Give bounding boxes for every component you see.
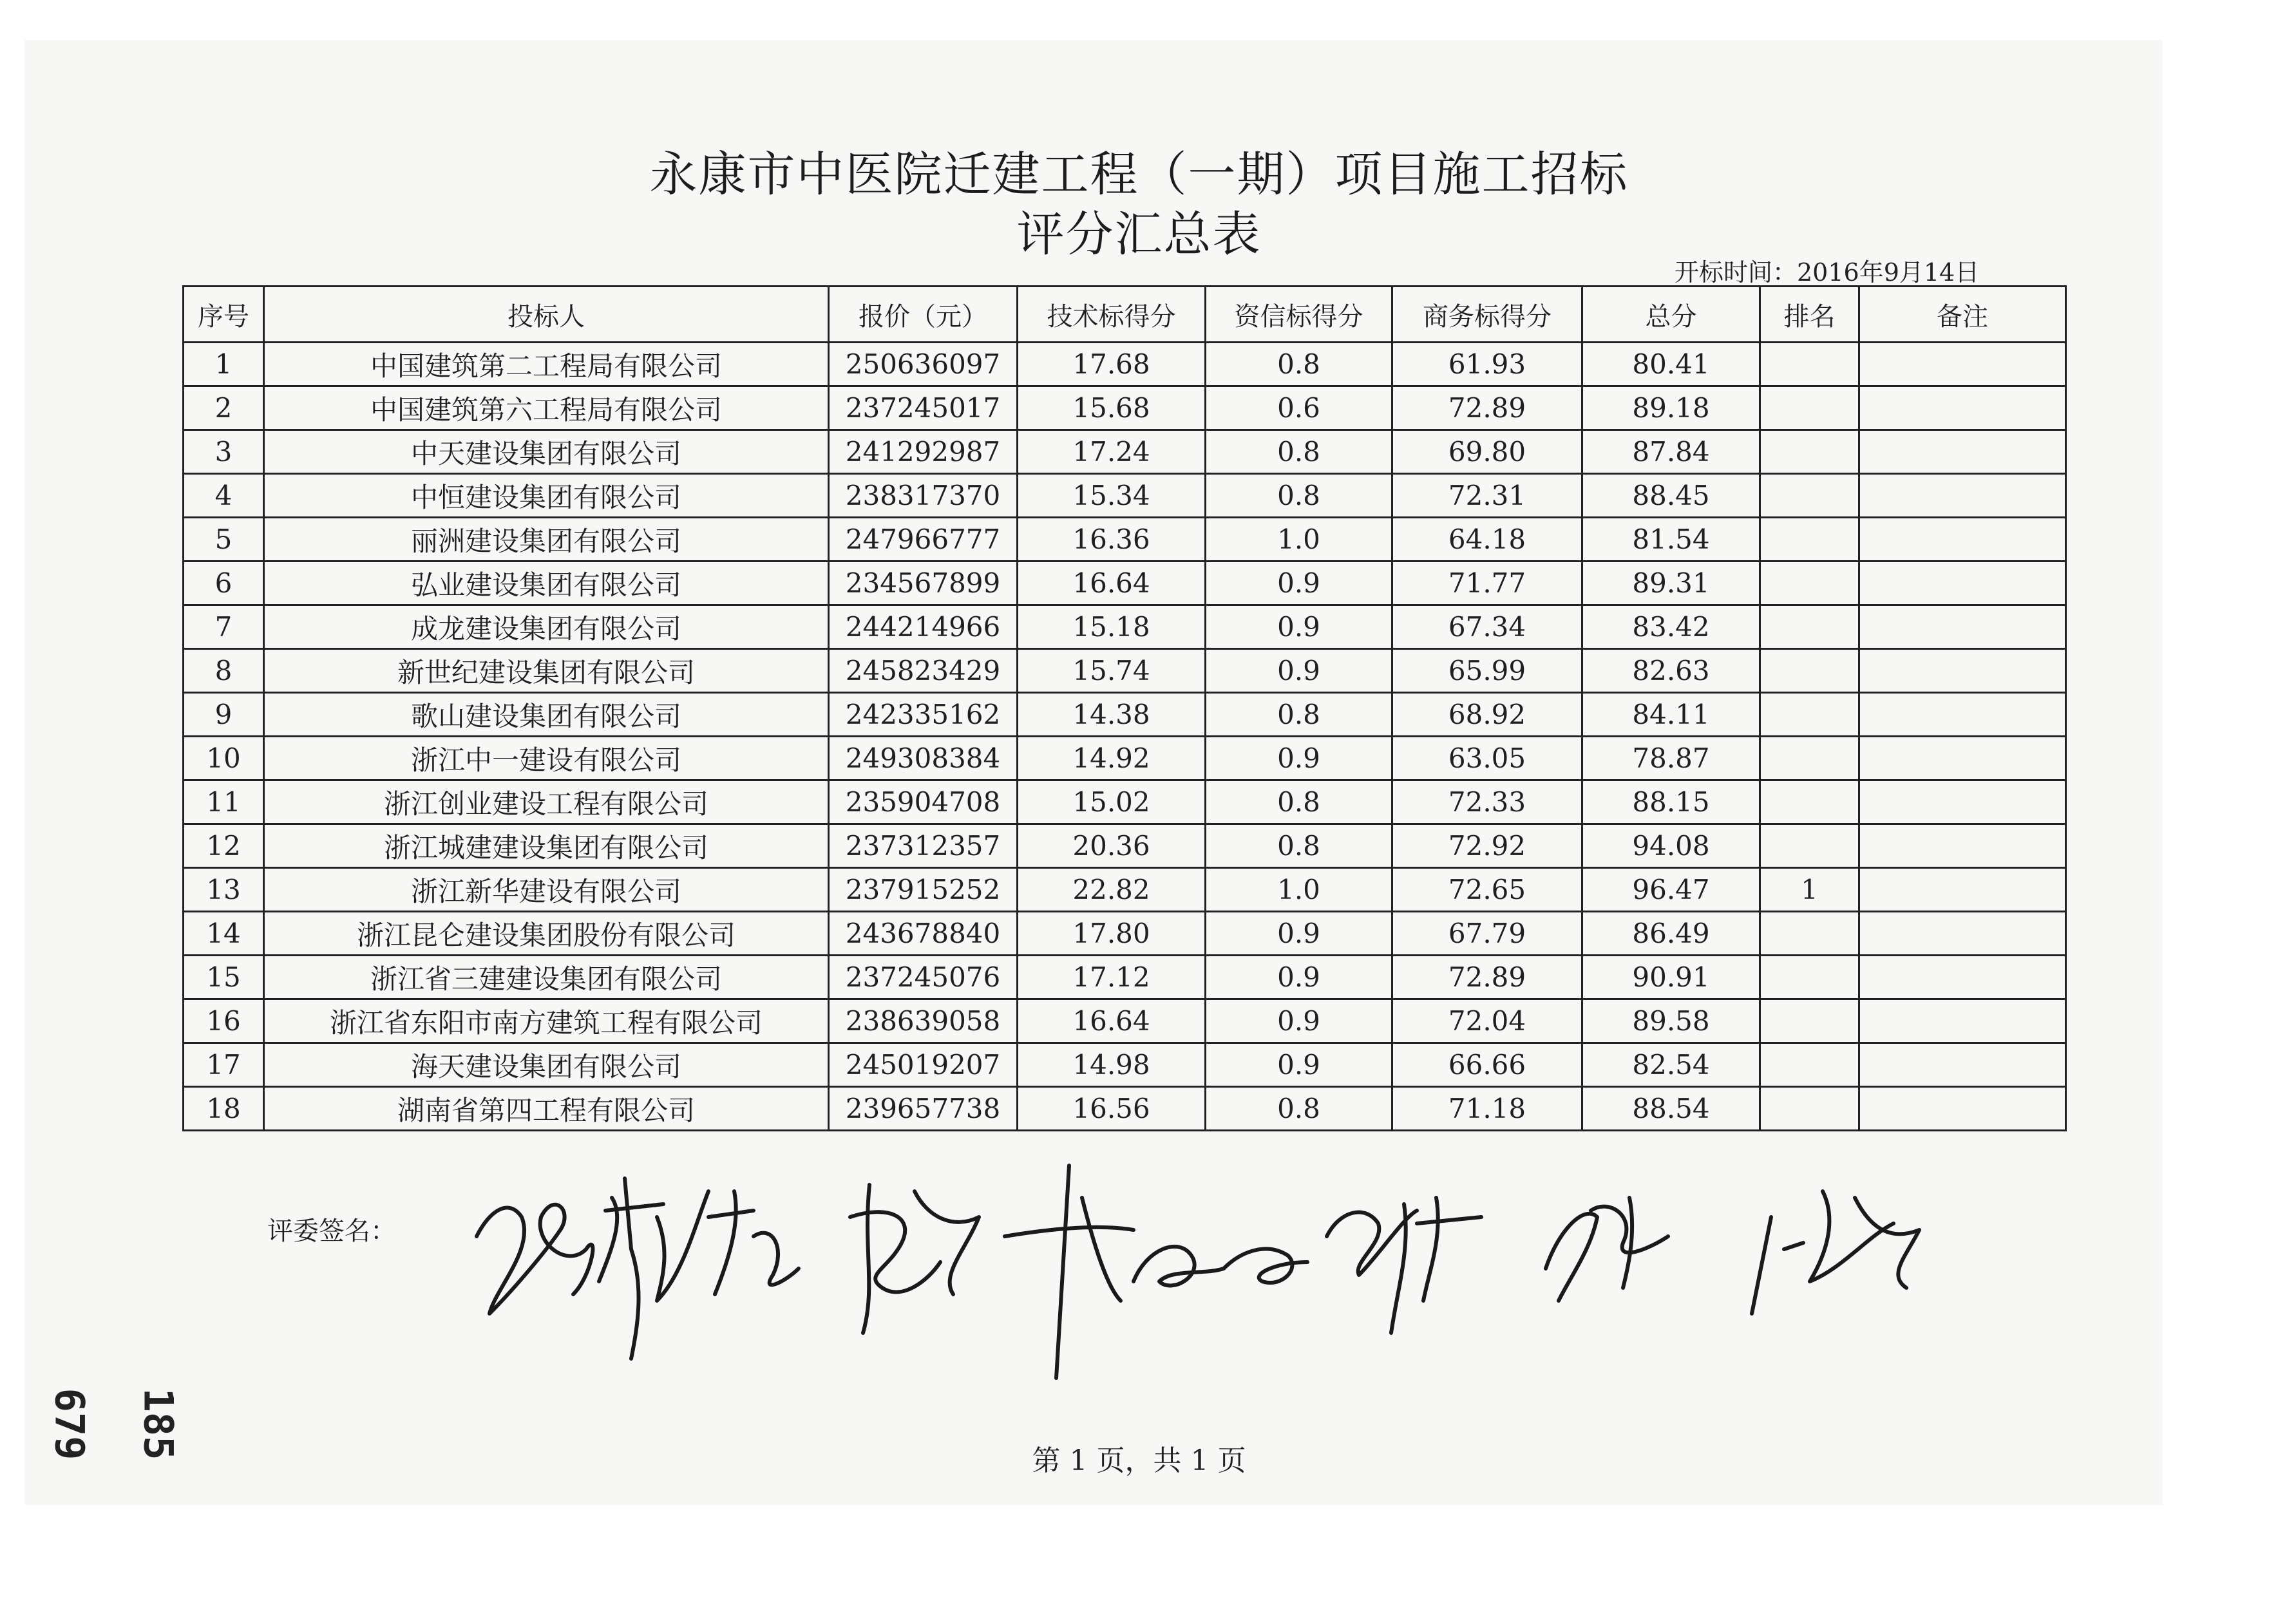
opening-time: 开标时间：2016年9月14日	[1675, 258, 1980, 287]
cell-seq: 9	[184, 693, 264, 737]
header-seq: 序号	[184, 287, 264, 343]
cell-tech-score: 14.98	[1018, 1043, 1206, 1087]
cell-total: 78.87	[1582, 737, 1760, 780]
table-row	[184, 999, 2066, 1043]
cell-rank	[1760, 605, 1859, 649]
cell-bidder: 丽洲建设集团有限公司	[264, 518, 829, 562]
cell-price: 238317370	[829, 474, 1018, 518]
cell-tech-score: 16.56	[1018, 1087, 1206, 1131]
cell-total: 84.11	[1582, 693, 1760, 737]
cell-total: 82.63	[1582, 649, 1760, 693]
cell-tech-score: 17.24	[1018, 430, 1206, 474]
cell-price: 242335162	[829, 693, 1018, 737]
table-body	[184, 343, 2066, 1131]
header-tech-score: 技术标得分	[1018, 287, 1206, 343]
cell-bidder: 海天建设集团有限公司	[264, 1043, 829, 1087]
cell-tech-score: 17.12	[1018, 956, 1206, 999]
cell-credit-score: 0.9	[1206, 999, 1392, 1043]
cell-business-score: 71.77	[1392, 562, 1582, 605]
cell-tech-score: 15.02	[1018, 780, 1206, 824]
cell-total: 81.54	[1582, 518, 1760, 562]
cell-price: 243678840	[829, 912, 1018, 956]
cell-price: 245019207	[829, 1043, 1018, 1087]
cell-credit-score: 0.9	[1206, 956, 1392, 999]
cell-price: 244214966	[829, 605, 1018, 649]
cell-remark	[1859, 693, 2066, 737]
cell-business-score: 68.92	[1392, 693, 1582, 737]
document-subtitle: 评分汇总表	[1016, 207, 1262, 262]
page-number: 第 1 页，共 1 页	[1032, 1444, 1246, 1477]
cell-seq: 16	[184, 999, 264, 1043]
header-bidder: 投标人	[264, 287, 829, 343]
cell-business-score: 72.89	[1392, 386, 1582, 430]
cell-business-score: 67.34	[1392, 605, 1582, 649]
table-row	[184, 693, 2066, 737]
table-row	[184, 1043, 2066, 1087]
cell-remark	[1859, 518, 2066, 562]
cell-bidder: 歌山建设集团有限公司	[264, 693, 829, 737]
table-row	[184, 824, 2066, 868]
cell-bidder: 新世纪建设集团有限公司	[264, 649, 829, 693]
cell-total: 89.18	[1582, 386, 1760, 430]
cell-business-score: 63.05	[1392, 737, 1582, 780]
cell-total: 88.54	[1582, 1087, 1760, 1131]
cell-business-score: 61.93	[1392, 343, 1582, 386]
cell-tech-score: 20.36	[1018, 824, 1206, 868]
cell-seq: 1	[184, 343, 264, 386]
table-row	[184, 474, 2066, 518]
cell-rank	[1760, 912, 1859, 956]
cell-business-score: 72.04	[1392, 999, 1582, 1043]
cell-total: 86.49	[1582, 912, 1760, 956]
cell-business-score: 65.99	[1392, 649, 1582, 693]
cell-bidder: 浙江新华建设有限公司	[264, 868, 829, 912]
cell-seq: 5	[184, 518, 264, 562]
cell-credit-score: 0.8	[1206, 824, 1392, 868]
cell-business-score: 71.18	[1392, 1087, 1582, 1131]
cell-seq: 14	[184, 912, 264, 956]
cell-price: 245823429	[829, 649, 1018, 693]
cell-price: 234567899	[829, 562, 1018, 605]
cell-total: 80.41	[1582, 343, 1760, 386]
table-row	[184, 780, 2066, 824]
cell-rank	[1760, 693, 1859, 737]
cell-rank	[1760, 386, 1859, 430]
cell-credit-score: 1.0	[1206, 518, 1392, 562]
cell-remark	[1859, 956, 2066, 999]
cell-tech-score: 14.38	[1018, 693, 1206, 737]
cell-seq: 13	[184, 868, 264, 912]
cell-total: 96.47	[1582, 868, 1760, 912]
header-remark: 备注	[1859, 287, 2066, 343]
cell-remark	[1859, 605, 2066, 649]
cell-tech-score: 16.64	[1018, 562, 1206, 605]
cell-rank	[1760, 430, 1859, 474]
cell-total: 87.84	[1582, 430, 1760, 474]
table-row	[184, 737, 2066, 780]
cell-tech-score: 14.92	[1018, 737, 1206, 780]
cell-seq: 17	[184, 1043, 264, 1087]
cell-credit-score: 0.8	[1206, 1087, 1392, 1131]
cell-bidder: 浙江昆仑建设集团股份有限公司	[264, 912, 829, 956]
table-row	[184, 386, 2066, 430]
cell-seq: 10	[184, 737, 264, 780]
cell-business-score: 72.65	[1392, 868, 1582, 912]
cell-seq: 11	[184, 780, 264, 824]
cell-tech-score: 17.68	[1018, 343, 1206, 386]
cell-credit-score: 0.9	[1206, 562, 1392, 605]
cell-seq: 3	[184, 430, 264, 474]
table-header-row	[184, 287, 2066, 343]
cell-rank	[1760, 1043, 1859, 1087]
cell-price: 247966777	[829, 518, 1018, 562]
cell-rank	[1760, 999, 1859, 1043]
document-title: 永康市中医院迁建工程（一期）项目施工招标	[649, 147, 1629, 202]
cell-bidder: 浙江城建建设集团有限公司	[264, 824, 829, 868]
table-row	[184, 605, 2066, 649]
cell-seq: 4	[184, 474, 264, 518]
cell-seq: 12	[184, 824, 264, 868]
cell-credit-score: 0.8	[1206, 693, 1392, 737]
score-summary-table	[182, 285, 2067, 1131]
cell-bidder: 浙江创业建设工程有限公司	[264, 780, 829, 824]
cell-seq: 6	[184, 562, 264, 605]
header-total: 总分	[1582, 287, 1760, 343]
cell-tech-score: 16.64	[1018, 999, 1206, 1043]
cell-credit-score: 0.9	[1206, 737, 1392, 780]
cell-total: 88.15	[1582, 780, 1760, 824]
cell-remark	[1859, 474, 2066, 518]
cell-seq: 18	[184, 1087, 264, 1131]
cell-credit-score: 0.8	[1206, 474, 1392, 518]
margin-stamp: 185	[135, 1388, 182, 1460]
cell-total: 89.58	[1582, 999, 1760, 1043]
cell-business-score: 72.33	[1392, 780, 1582, 824]
table-row	[184, 518, 2066, 562]
cell-rank	[1760, 518, 1859, 562]
cell-seq: 2	[184, 386, 264, 430]
cell-remark	[1859, 649, 2066, 693]
cell-remark	[1859, 737, 2066, 780]
cell-bidder: 中国建筑第六工程局有限公司	[264, 386, 829, 430]
cell-tech-score: 15.34	[1018, 474, 1206, 518]
table-row	[184, 868, 2066, 912]
cell-price: 237245017	[829, 386, 1018, 430]
cell-credit-score: 0.8	[1206, 343, 1392, 386]
cell-credit-score: 0.8	[1206, 780, 1392, 824]
cell-rank	[1760, 737, 1859, 780]
table-row	[184, 343, 2066, 386]
cell-price: 241292987	[829, 430, 1018, 474]
cell-bidder: 成龙建设集团有限公司	[264, 605, 829, 649]
cell-price: 237245076	[829, 956, 1018, 999]
cell-seq: 8	[184, 649, 264, 693]
cell-bidder: 浙江省东阳市南方建筑工程有限公司	[264, 999, 829, 1043]
judge-signatures	[451, 1120, 2093, 1391]
cell-rank	[1760, 649, 1859, 693]
cell-remark	[1859, 868, 2066, 912]
cell-total: 89.31	[1582, 562, 1760, 605]
table-row	[184, 649, 2066, 693]
cell-bidder: 中国建筑第二工程局有限公司	[264, 343, 829, 386]
cell-total: 90.91	[1582, 956, 1760, 999]
cell-business-score: 72.31	[1392, 474, 1582, 518]
cell-price: 237312357	[829, 824, 1018, 868]
cell-business-score: 66.66	[1392, 1043, 1582, 1087]
cell-remark	[1859, 999, 2066, 1043]
cell-remark	[1859, 430, 2066, 474]
cell-remark	[1859, 386, 2066, 430]
cell-remark	[1859, 1043, 2066, 1087]
cell-price: 235904708	[829, 780, 1018, 824]
cell-price: 250636097	[829, 343, 1018, 386]
cell-tech-score: 15.68	[1018, 386, 1206, 430]
cell-tech-score: 22.82	[1018, 868, 1206, 912]
cell-bidder: 中恒建设集团有限公司	[264, 474, 829, 518]
cell-price: 239657738	[829, 1087, 1018, 1131]
cell-price: 238639058	[829, 999, 1018, 1043]
cell-credit-score: 1.0	[1206, 868, 1392, 912]
cell-business-score: 69.80	[1392, 430, 1582, 474]
cell-bidder: 弘业建设集团有限公司	[264, 562, 829, 605]
cell-rank	[1760, 343, 1859, 386]
cell-tech-score: 17.80	[1018, 912, 1206, 956]
cell-tech-score: 15.74	[1018, 649, 1206, 693]
cell-remark	[1859, 343, 2066, 386]
cell-bidder: 湖南省第四工程有限公司	[264, 1087, 829, 1131]
cell-price: 249308384	[829, 737, 1018, 780]
table-row	[184, 562, 2066, 605]
cell-business-score: 64.18	[1392, 518, 1582, 562]
cell-remark	[1859, 824, 2066, 868]
cell-business-score: 72.92	[1392, 824, 1582, 868]
cell-credit-score: 0.9	[1206, 1043, 1392, 1087]
cell-bidder: 浙江中一建设有限公司	[264, 737, 829, 780]
cell-rank: 1	[1760, 868, 1859, 912]
cell-total: 83.42	[1582, 605, 1760, 649]
header-price: 报价（元）	[829, 287, 1018, 343]
table-row	[184, 430, 2066, 474]
cell-credit-score: 0.9	[1206, 649, 1392, 693]
header-business-score: 商务标得分	[1392, 287, 1582, 343]
cell-tech-score: 16.36	[1018, 518, 1206, 562]
cell-price: 237915252	[829, 868, 1018, 912]
signature-label: 评委签名：	[267, 1216, 396, 1246]
cell-seq: 15	[184, 956, 264, 999]
table-row	[184, 956, 2066, 999]
cell-bidder: 中天建设集团有限公司	[264, 430, 829, 474]
cell-total: 94.08	[1582, 824, 1760, 868]
header-credit-score: 资信标得分	[1206, 287, 1392, 343]
cell-credit-score: 0.8	[1206, 430, 1392, 474]
cell-credit-score: 0.9	[1206, 912, 1392, 956]
cell-rank	[1760, 474, 1859, 518]
cell-seq: 7	[184, 605, 264, 649]
cell-rank	[1760, 956, 1859, 999]
cell-tech-score: 15.18	[1018, 605, 1206, 649]
cell-business-score: 72.89	[1392, 956, 1582, 999]
margin-stamp: 679	[46, 1388, 93, 1460]
table-row	[184, 912, 2066, 956]
cell-remark	[1859, 912, 2066, 956]
header-rank: 排名	[1760, 287, 1859, 343]
cell-rank	[1760, 824, 1859, 868]
cell-credit-score: 0.6	[1206, 386, 1392, 430]
cell-remark	[1859, 780, 2066, 824]
cell-bidder: 浙江省三建建设集团有限公司	[264, 956, 829, 999]
cell-total: 82.54	[1582, 1043, 1760, 1087]
cell-credit-score: 0.9	[1206, 605, 1392, 649]
cell-total: 88.45	[1582, 474, 1760, 518]
cell-remark	[1859, 562, 2066, 605]
cell-business-score: 67.79	[1392, 912, 1582, 956]
cell-rank	[1760, 780, 1859, 824]
cell-rank	[1760, 562, 1859, 605]
